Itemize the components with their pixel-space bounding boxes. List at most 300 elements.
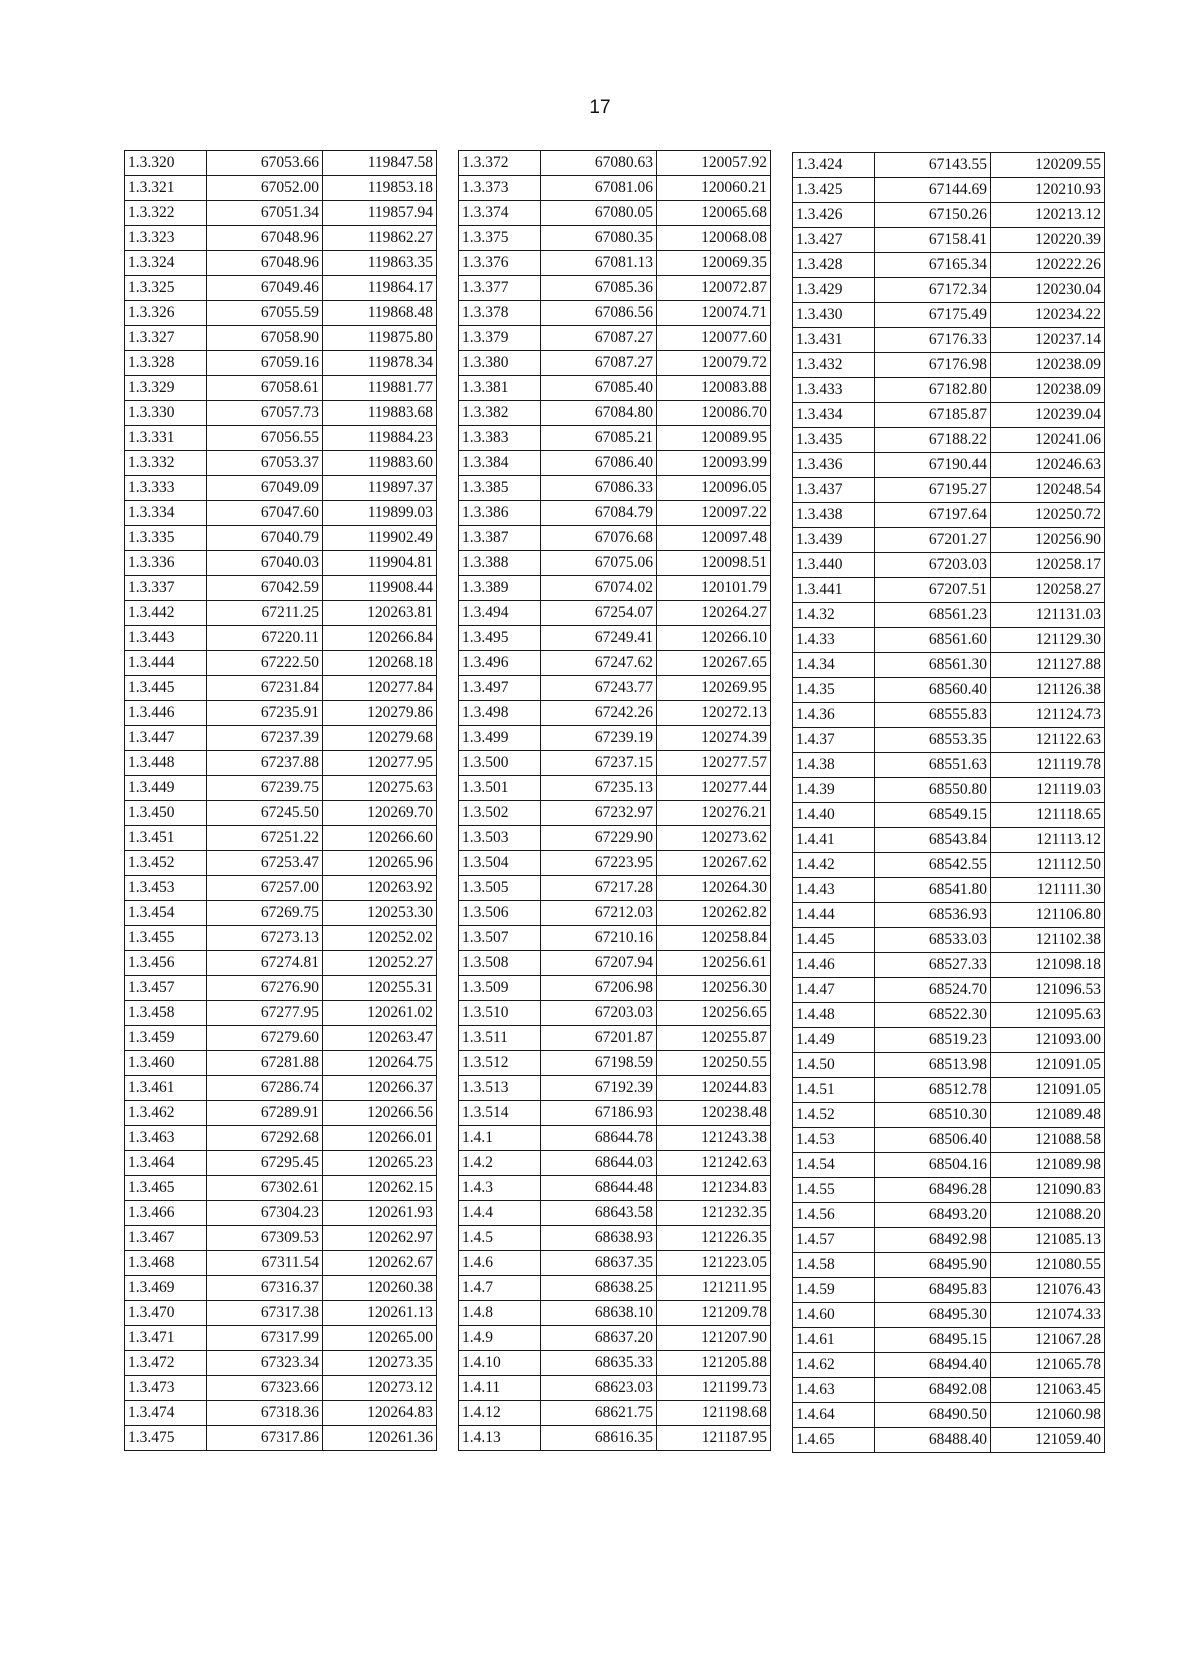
point-id-cell: 1.3.383 (459, 426, 541, 451)
table-row (125, 576, 437, 601)
x-coordinate-cell: 67190.44 (875, 453, 991, 478)
y-coordinate-cell: 121122.63 (991, 728, 1105, 753)
y-coordinate-cell: 121129.30 (991, 628, 1105, 653)
y-coordinate-cell: 120261.02 (323, 1001, 437, 1026)
x-coordinate-cell: 68495.15 (875, 1328, 991, 1353)
y-coordinate-cell: 120238.09 (991, 378, 1105, 403)
point-id-cell: 1.3.495 (459, 626, 541, 651)
point-id-cell: 1.3.508 (459, 951, 541, 976)
y-coordinate-cell: 120266.01 (323, 1126, 437, 1151)
point-id-cell: 1.3.389 (459, 576, 541, 601)
x-coordinate-cell: 67150.26 (875, 203, 991, 228)
x-coordinate-cell: 68623.03 (541, 1376, 657, 1401)
point-id-cell: 1.3.445 (125, 676, 207, 701)
table-row (125, 651, 437, 676)
table-row (793, 653, 1105, 678)
table-row (793, 503, 1105, 528)
y-coordinate-cell: 120277.84 (323, 676, 437, 701)
x-coordinate-cell: 68494.40 (875, 1353, 991, 1378)
table-row (125, 351, 437, 376)
point-id-cell: 1.3.425 (793, 178, 875, 203)
point-id-cell: 1.3.451 (125, 826, 207, 851)
y-coordinate-cell: 120267.65 (657, 651, 771, 676)
x-coordinate-cell: 68496.28 (875, 1178, 991, 1203)
y-coordinate-cell: 120268.18 (323, 651, 437, 676)
point-id-cell: 1.4.1 (459, 1126, 541, 1151)
x-coordinate-cell: 68643.58 (541, 1201, 657, 1226)
point-id-cell: 1.4.13 (459, 1426, 541, 1451)
coordinate-table-1 (124, 150, 437, 1451)
x-coordinate-cell: 67175.49 (875, 303, 991, 328)
y-coordinate-cell: 121234.83 (657, 1176, 771, 1201)
point-id-cell: 1.3.374 (459, 201, 541, 226)
point-id-cell: 1.3.324 (125, 251, 207, 276)
x-coordinate-cell: 67203.03 (875, 553, 991, 578)
table-row (793, 603, 1105, 628)
point-id-cell: 1.4.4 (459, 1201, 541, 1226)
x-coordinate-cell: 68638.93 (541, 1226, 657, 1251)
point-id-cell: 1.4.44 (793, 903, 875, 928)
table-row (125, 626, 437, 651)
table-row (793, 953, 1105, 978)
y-coordinate-cell: 119899.03 (323, 501, 437, 526)
y-coordinate-cell: 121126.38 (991, 678, 1105, 703)
table-row (793, 428, 1105, 453)
x-coordinate-cell: 67217.28 (541, 876, 657, 901)
table-row (125, 751, 437, 776)
table-row (459, 1401, 771, 1426)
point-id-cell: 1.3.468 (125, 1251, 207, 1276)
y-coordinate-cell: 120239.04 (991, 403, 1105, 428)
x-coordinate-cell: 67243.77 (541, 676, 657, 701)
x-coordinate-cell: 67176.98 (875, 353, 991, 378)
y-coordinate-cell: 121091.05 (991, 1053, 1105, 1078)
point-id-cell: 1.3.376 (459, 251, 541, 276)
y-coordinate-cell: 120262.82 (657, 901, 771, 926)
y-coordinate-cell: 121118.65 (991, 803, 1105, 828)
x-coordinate-cell: 68541.80 (875, 878, 991, 903)
y-coordinate-cell: 120272.13 (657, 701, 771, 726)
point-id-cell: 1.3.337 (125, 576, 207, 601)
table-row (459, 651, 771, 676)
point-id-cell: 1.4.46 (793, 953, 875, 978)
point-id-cell: 1.3.505 (459, 876, 541, 901)
y-coordinate-cell: 120222.26 (991, 253, 1105, 278)
table-row (793, 553, 1105, 578)
table-row (459, 926, 771, 951)
x-coordinate-cell: 67251.22 (207, 826, 323, 851)
y-coordinate-cell: 121095.63 (991, 1003, 1105, 1028)
x-coordinate-cell: 68553.35 (875, 728, 991, 753)
y-coordinate-cell: 121209.78 (657, 1301, 771, 1326)
y-coordinate-cell: 120262.15 (323, 1176, 437, 1201)
table-row (459, 901, 771, 926)
table-row (793, 1153, 1105, 1178)
table-row (459, 976, 771, 1001)
table-row (793, 878, 1105, 903)
y-coordinate-cell: 119908.44 (323, 576, 437, 601)
x-coordinate-cell: 68644.03 (541, 1151, 657, 1176)
table-row (125, 1101, 437, 1126)
x-coordinate-cell: 68492.98 (875, 1228, 991, 1253)
y-coordinate-cell: 120263.92 (323, 876, 437, 901)
y-coordinate-cell: 120237.14 (991, 328, 1105, 353)
point-id-cell: 1.3.428 (793, 253, 875, 278)
table-row (793, 628, 1105, 653)
table-row (459, 476, 771, 501)
x-coordinate-cell: 67144.69 (875, 178, 991, 203)
x-coordinate-cell: 67201.87 (541, 1026, 657, 1051)
x-coordinate-cell: 68638.25 (541, 1276, 657, 1301)
x-coordinate-cell: 67302.61 (207, 1176, 323, 1201)
point-id-cell: 1.4.7 (459, 1276, 541, 1301)
point-id-cell: 1.3.472 (125, 1351, 207, 1376)
table-row (125, 1326, 437, 1351)
y-coordinate-cell: 120250.55 (657, 1051, 771, 1076)
point-id-cell: 1.3.373 (459, 176, 541, 201)
y-coordinate-cell: 120256.65 (657, 1001, 771, 1026)
x-coordinate-cell: 67076.68 (541, 526, 657, 551)
table-row (459, 751, 771, 776)
y-coordinate-cell: 121124.73 (991, 703, 1105, 728)
x-coordinate-cell: 67087.27 (541, 351, 657, 376)
x-coordinate-cell: 67257.00 (207, 876, 323, 901)
y-coordinate-cell: 121089.48 (991, 1103, 1105, 1128)
y-coordinate-cell: 121093.00 (991, 1028, 1105, 1053)
x-coordinate-cell: 67323.66 (207, 1376, 323, 1401)
point-id-cell: 1.3.424 (793, 153, 875, 178)
point-id-cell: 1.3.458 (125, 1001, 207, 1026)
point-id-cell: 1.3.331 (125, 426, 207, 451)
point-id-cell: 1.3.380 (459, 351, 541, 376)
y-coordinate-cell: 121205.88 (657, 1351, 771, 1376)
x-coordinate-cell: 68524.70 (875, 978, 991, 1003)
point-id-cell: 1.3.323 (125, 226, 207, 251)
point-id-cell: 1.3.452 (125, 851, 207, 876)
table-row (459, 1376, 771, 1401)
y-coordinate-cell: 119868.48 (323, 301, 437, 326)
x-coordinate-cell: 67235.91 (207, 701, 323, 726)
table-row (125, 1251, 437, 1276)
y-coordinate-cell: 120209.55 (991, 153, 1105, 178)
x-coordinate-cell: 67318.36 (207, 1401, 323, 1426)
point-id-cell: 1.4.2 (459, 1151, 541, 1176)
x-coordinate-cell: 67309.53 (207, 1226, 323, 1251)
point-id-cell: 1.3.506 (459, 901, 541, 926)
point-id-cell: 1.3.502 (459, 801, 541, 826)
y-coordinate-cell: 119884.23 (323, 426, 437, 451)
x-coordinate-cell: 67048.96 (207, 226, 323, 251)
point-id-cell: 1.3.328 (125, 351, 207, 376)
x-coordinate-cell: 67316.37 (207, 1276, 323, 1301)
table-row (459, 201, 771, 226)
table-row (793, 228, 1105, 253)
point-id-cell: 1.4.63 (793, 1378, 875, 1403)
x-coordinate-cell: 68550.80 (875, 778, 991, 803)
x-coordinate-cell: 67273.13 (207, 926, 323, 951)
point-id-cell: 1.4.65 (793, 1428, 875, 1453)
table-row (459, 701, 771, 726)
y-coordinate-cell: 120262.67 (323, 1251, 437, 1276)
coordinate-table-3 (792, 152, 1105, 1453)
table-row (793, 853, 1105, 878)
point-id-cell: 1.4.47 (793, 978, 875, 1003)
y-coordinate-cell: 119883.68 (323, 401, 437, 426)
y-coordinate-cell: 120265.00 (323, 1326, 437, 1351)
table-row (459, 1126, 771, 1151)
y-coordinate-cell: 120264.27 (657, 601, 771, 626)
x-coordinate-cell: 67295.45 (207, 1151, 323, 1176)
x-coordinate-cell: 68488.40 (875, 1428, 991, 1453)
y-coordinate-cell: 121119.03 (991, 778, 1105, 803)
y-coordinate-cell: 119902.49 (323, 526, 437, 551)
table-row (793, 1228, 1105, 1253)
x-coordinate-cell: 67047.60 (207, 501, 323, 526)
x-coordinate-cell: 68495.90 (875, 1253, 991, 1278)
x-coordinate-cell: 67040.79 (207, 526, 323, 551)
table-row (125, 501, 437, 526)
y-coordinate-cell: 119904.81 (323, 551, 437, 576)
x-coordinate-cell: 67074.02 (541, 576, 657, 601)
table-row (125, 701, 437, 726)
table-row (793, 828, 1105, 853)
x-coordinate-cell: 67049.46 (207, 276, 323, 301)
table-row (125, 1426, 437, 1451)
point-id-cell: 1.3.321 (125, 176, 207, 201)
table-row (459, 951, 771, 976)
x-coordinate-cell: 67057.73 (207, 401, 323, 426)
y-coordinate-cell: 119883.60 (323, 451, 437, 476)
x-coordinate-cell: 67286.74 (207, 1076, 323, 1101)
table-row (793, 578, 1105, 603)
point-id-cell: 1.3.444 (125, 651, 207, 676)
x-coordinate-cell: 68513.98 (875, 1053, 991, 1078)
x-coordinate-cell: 67274.81 (207, 951, 323, 976)
point-id-cell: 1.3.332 (125, 451, 207, 476)
y-coordinate-cell: 120097.22 (657, 501, 771, 526)
point-id-cell: 1.4.40 (793, 803, 875, 828)
point-id-cell: 1.3.475 (125, 1426, 207, 1451)
table-row (793, 778, 1105, 803)
x-coordinate-cell: 68621.75 (541, 1401, 657, 1426)
y-coordinate-cell: 120252.27 (323, 951, 437, 976)
point-id-cell: 1.3.438 (793, 503, 875, 528)
table-row (125, 476, 437, 501)
point-id-cell: 1.4.60 (793, 1303, 875, 1328)
table-row (125, 1376, 437, 1401)
table-row (793, 253, 1105, 278)
table-row (459, 1426, 771, 1451)
point-id-cell: 1.3.498 (459, 701, 541, 726)
table-row (459, 1201, 771, 1226)
y-coordinate-cell: 121076.43 (991, 1278, 1105, 1303)
point-id-cell: 1.3.455 (125, 926, 207, 951)
y-coordinate-cell: 120269.95 (657, 676, 771, 701)
table-row (459, 1176, 771, 1201)
x-coordinate-cell: 67085.36 (541, 276, 657, 301)
y-coordinate-cell: 120246.63 (991, 453, 1105, 478)
point-id-cell: 1.4.48 (793, 1003, 875, 1028)
point-id-cell: 1.3.504 (459, 851, 541, 876)
point-id-cell: 1.4.9 (459, 1326, 541, 1351)
table-row (125, 926, 437, 951)
point-id-cell: 1.3.500 (459, 751, 541, 776)
point-id-cell: 1.3.327 (125, 326, 207, 351)
x-coordinate-cell: 67304.23 (207, 1201, 323, 1226)
point-id-cell: 1.4.32 (793, 603, 875, 628)
point-id-cell: 1.3.496 (459, 651, 541, 676)
point-id-cell: 1.4.57 (793, 1228, 875, 1253)
y-coordinate-cell: 120279.86 (323, 701, 437, 726)
x-coordinate-cell: 67201.27 (875, 528, 991, 553)
point-id-cell: 1.3.336 (125, 551, 207, 576)
x-coordinate-cell: 68495.83 (875, 1278, 991, 1303)
x-coordinate-cell: 67143.55 (875, 153, 991, 178)
table-row (459, 426, 771, 451)
y-coordinate-cell: 121131.03 (991, 603, 1105, 628)
x-coordinate-cell: 67237.88 (207, 751, 323, 776)
table-row (125, 901, 437, 926)
y-coordinate-cell: 120252.02 (323, 926, 437, 951)
y-coordinate-cell: 120264.75 (323, 1051, 437, 1076)
x-coordinate-cell: 67081.13 (541, 251, 657, 276)
point-id-cell: 1.3.511 (459, 1026, 541, 1051)
point-id-cell: 1.3.464 (125, 1151, 207, 1176)
point-id-cell: 1.3.513 (459, 1076, 541, 1101)
table-row (793, 1078, 1105, 1103)
y-coordinate-cell: 121080.55 (991, 1253, 1105, 1278)
y-coordinate-cell: 120256.61 (657, 951, 771, 976)
table-row (125, 1226, 437, 1251)
y-coordinate-cell: 120277.44 (657, 776, 771, 801)
y-coordinate-cell: 120250.72 (991, 503, 1105, 528)
x-coordinate-cell: 68542.55 (875, 853, 991, 878)
point-id-cell: 1.3.473 (125, 1376, 207, 1401)
x-coordinate-cell: 67242.26 (541, 701, 657, 726)
point-id-cell: 1.4.59 (793, 1278, 875, 1303)
table-row (125, 1276, 437, 1301)
x-coordinate-cell: 68527.33 (875, 953, 991, 978)
y-coordinate-cell: 120261.13 (323, 1301, 437, 1326)
point-id-cell: 1.3.437 (793, 478, 875, 503)
table-row (459, 876, 771, 901)
table-row (793, 1203, 1105, 1228)
table-row (793, 528, 1105, 553)
y-coordinate-cell: 120083.88 (657, 376, 771, 401)
x-coordinate-cell: 67058.90 (207, 326, 323, 351)
point-id-cell: 1.3.386 (459, 501, 541, 526)
table-row (125, 1001, 437, 1026)
point-id-cell: 1.4.52 (793, 1103, 875, 1128)
x-coordinate-cell: 67211.25 (207, 601, 323, 626)
table-row (793, 1253, 1105, 1278)
table-row (459, 1001, 771, 1026)
table-row (125, 1401, 437, 1426)
x-coordinate-cell: 67237.39 (207, 726, 323, 751)
point-id-cell: 1.3.435 (793, 428, 875, 453)
y-coordinate-cell: 120248.54 (991, 478, 1105, 503)
table-row (793, 203, 1105, 228)
y-coordinate-cell: 121242.63 (657, 1151, 771, 1176)
y-coordinate-cell: 120255.31 (323, 976, 437, 1001)
point-id-cell: 1.3.501 (459, 776, 541, 801)
x-coordinate-cell: 68536.93 (875, 903, 991, 928)
y-coordinate-cell: 121074.33 (991, 1303, 1105, 1328)
x-coordinate-cell: 68495.30 (875, 1303, 991, 1328)
y-coordinate-cell: 121091.05 (991, 1078, 1105, 1103)
table-row (125, 1126, 437, 1151)
x-coordinate-cell: 67188.22 (875, 428, 991, 453)
x-coordinate-cell: 67237.15 (541, 751, 657, 776)
x-coordinate-cell: 67197.64 (875, 503, 991, 528)
x-coordinate-cell: 67040.03 (207, 551, 323, 576)
y-coordinate-cell: 120244.83 (657, 1076, 771, 1101)
y-coordinate-cell: 120258.84 (657, 926, 771, 951)
y-coordinate-cell: 120277.57 (657, 751, 771, 776)
y-coordinate-cell: 120098.51 (657, 551, 771, 576)
x-coordinate-cell: 67185.87 (875, 403, 991, 428)
x-coordinate-cell: 67086.56 (541, 301, 657, 326)
point-id-cell: 1.3.466 (125, 1201, 207, 1226)
y-coordinate-cell: 121111.30 (991, 878, 1105, 903)
y-coordinate-cell: 119853.18 (323, 176, 437, 201)
y-coordinate-cell: 121207.90 (657, 1326, 771, 1351)
y-coordinate-cell: 120057.92 (657, 151, 771, 176)
table-row (125, 426, 437, 451)
y-coordinate-cell: 121096.53 (991, 978, 1105, 1003)
table-row (125, 376, 437, 401)
x-coordinate-cell: 67080.35 (541, 226, 657, 251)
x-coordinate-cell: 67220.11 (207, 626, 323, 651)
x-coordinate-cell: 67212.03 (541, 901, 657, 926)
x-coordinate-cell: 68637.20 (541, 1326, 657, 1351)
x-coordinate-cell: 67222.50 (207, 651, 323, 676)
x-coordinate-cell: 67192.39 (541, 1076, 657, 1101)
point-id-cell: 1.4.12 (459, 1401, 541, 1426)
point-id-cell: 1.3.427 (793, 228, 875, 253)
table-row (793, 1353, 1105, 1378)
y-coordinate-cell: 120234.22 (991, 303, 1105, 328)
point-id-cell: 1.3.465 (125, 1176, 207, 1201)
x-coordinate-cell: 67232.97 (541, 801, 657, 826)
y-coordinate-cell: 120253.30 (323, 901, 437, 926)
x-coordinate-cell: 67056.55 (207, 426, 323, 451)
point-id-cell: 1.3.378 (459, 301, 541, 326)
table-row (125, 1051, 437, 1076)
point-id-cell: 1.3.381 (459, 376, 541, 401)
x-coordinate-cell: 67058.61 (207, 376, 323, 401)
y-coordinate-cell: 120065.68 (657, 201, 771, 226)
x-coordinate-cell: 67292.68 (207, 1126, 323, 1151)
x-coordinate-cell: 68551.63 (875, 753, 991, 778)
y-coordinate-cell: 120266.37 (323, 1076, 437, 1101)
y-coordinate-cell: 121088.20 (991, 1203, 1105, 1228)
table-row (793, 1053, 1105, 1078)
x-coordinate-cell: 67276.90 (207, 976, 323, 1001)
point-id-cell: 1.3.449 (125, 776, 207, 801)
table-row (125, 401, 437, 426)
table-row (125, 251, 437, 276)
x-coordinate-cell: 67172.34 (875, 278, 991, 303)
y-coordinate-cell: 120086.70 (657, 401, 771, 426)
x-coordinate-cell: 67207.51 (875, 578, 991, 603)
x-coordinate-cell: 67223.95 (541, 851, 657, 876)
y-coordinate-cell: 119881.77 (323, 376, 437, 401)
table-row (459, 776, 771, 801)
y-coordinate-cell: 121223.05 (657, 1251, 771, 1276)
point-id-cell: 1.4.6 (459, 1251, 541, 1276)
point-id-cell: 1.3.335 (125, 526, 207, 551)
